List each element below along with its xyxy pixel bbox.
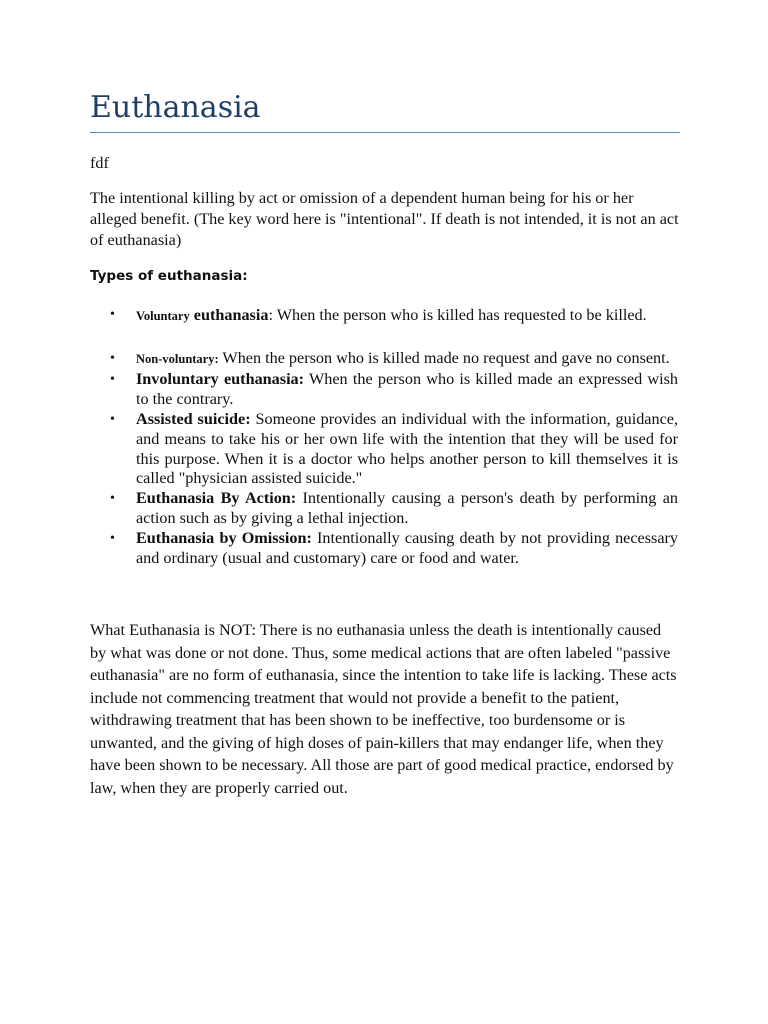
bullet-icon: • [110,530,115,546]
bullet-icon: • [110,351,115,366]
term-label: Voluntary [136,309,190,323]
term-label: Euthanasia By Action: [136,488,297,507]
bullet-icon: • [110,490,115,506]
not-euthanasia-paragraph: What Euthanasia is NOT: There is no euthanasia unless the death is intentionally caused by what was done or not done. Thus, some medical actions that are often labeled "passive euthanasia" are no form of euthanasia, since the intention to take life is lacking. These acts include not commencing treatment that would not provide a benefit to the patient, withdrawing treatment that has been shown to be ineffective, too burdensome or is unwanted, and the giving of high doses of pain-killers that may endanger life, when they have been shown to be necessary. All those are part of good medical practice, endorsed by law, when they are properly carried out. [90,621,677,797]
page-title: Euthanasia [90,88,680,133]
bullet-icon: • [110,371,115,387]
bullet-icon: • [110,307,115,322]
list-item [90,489,678,529]
list-item [90,349,678,370]
term-definition: Intentionally causing a person's death by performing an action such as by giving a lethal injection. [136,488,678,527]
term-definition: Someone provides an individual with the information, guidance, and means to take his or her own life with the intention that they will be used for this purpose. When it is a doctor who helps another person to kill themselves it is called "physician assisted suicide." [136,409,678,487]
list-item [90,410,678,489]
term-definition: : When the person who is killed has requested to be killed. [268,306,647,324]
term-label: Non-voluntary: [136,352,219,366]
types-list [90,304,678,569]
list-item [90,370,678,410]
term-label: euthanasia [189,306,269,324]
list-item [90,304,678,327]
types-heading: Types of euthanasia: [90,268,248,284]
term-definition: When the person who is killed made no request and gave no consent. [218,349,670,367]
subtitle-text: fdf [90,154,109,172]
term-label: Assisted suicide: [136,409,251,428]
term-definition: When the person who is killed made an expressed wish to the contrary. [136,369,678,408]
term-label: Involuntary euthanasia: [136,369,305,388]
term-definition: Intentionally causing death by not providing necessary and ordinary (usual and customary) care or food and water. [136,528,678,567]
list-item [90,529,678,569]
intro-paragraph: The intentional killing by act or omission of a dependent human being for his or her alleged benefit. (The key word here is "intentional". If death is not intended, it is not an act of euthanasia) [90,189,679,249]
term-label: Euthanasia by Omission: [136,528,312,547]
bullet-icon: • [110,411,115,427]
